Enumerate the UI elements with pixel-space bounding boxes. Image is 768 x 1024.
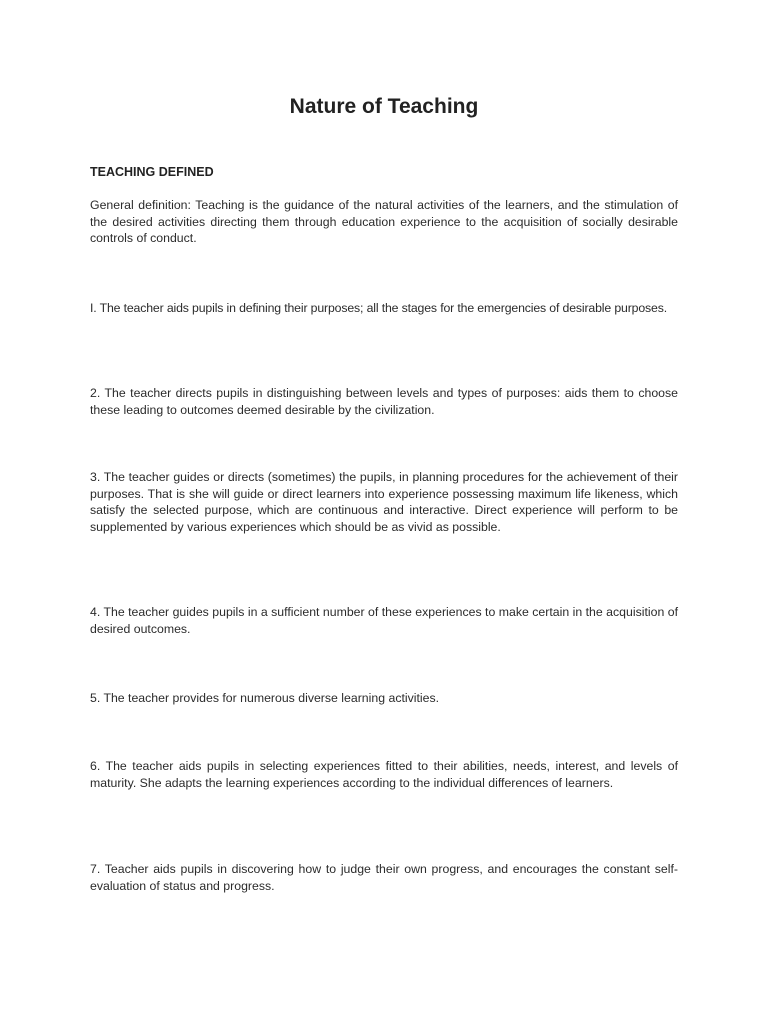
- section-heading: TEACHING DEFINED: [90, 165, 214, 179]
- paragraph-item-7: 7. Teacher aids pupils in discovering how to judge their own progress, and encourages the constant self-evaluation of status and progress.: [90, 862, 678, 893]
- paragraph-item-5: 5. The teacher provides for numerous diverse learning activities.: [90, 691, 440, 705]
- paragraph-item-3: 3. The teacher guides or directs (sometimes) the pupils, in planning procedures for the achievement of their purposes. That is she will guide or direct learners into experience possessing maximum life likeness, which satisfy the selected purpose, which are continuous and interactive. Direct experience will perform to be supplemented by various experiences which should be as vivid as possible.: [90, 470, 678, 534]
- paragraph-item-1: I. The teacher aids pupils in defining their purposes; all the stages for the emergencies of desirable purposes.: [90, 301, 667, 315]
- page-title: Nature of Teaching: [289, 95, 479, 118]
- paragraph-item-2: 2. The teacher directs pupils in distinguishing between levels and types of purposes: aids them to choose these leading to outcomes deemed desirable by the civilization.: [90, 386, 678, 417]
- paragraph-item-4: 4. The teacher guides pupils in a sufficient number of these experiences to make certain in the acquisition of desired outcomes.: [90, 605, 678, 636]
- paragraph-item-6: 6. The teacher aids pupils in selecting experiences fitted to their abilities, needs, interest, and levels of maturity. She adapts the learning experiences according to the individual differences of learners.: [90, 759, 678, 790]
- paragraph-general-definition: General definition: Teaching is the guidance of the natural activities of the learners, and the stimulation of the desired activities directing them through education experience to the acquisition of socially desirable controls of conduct.: [90, 198, 678, 246]
